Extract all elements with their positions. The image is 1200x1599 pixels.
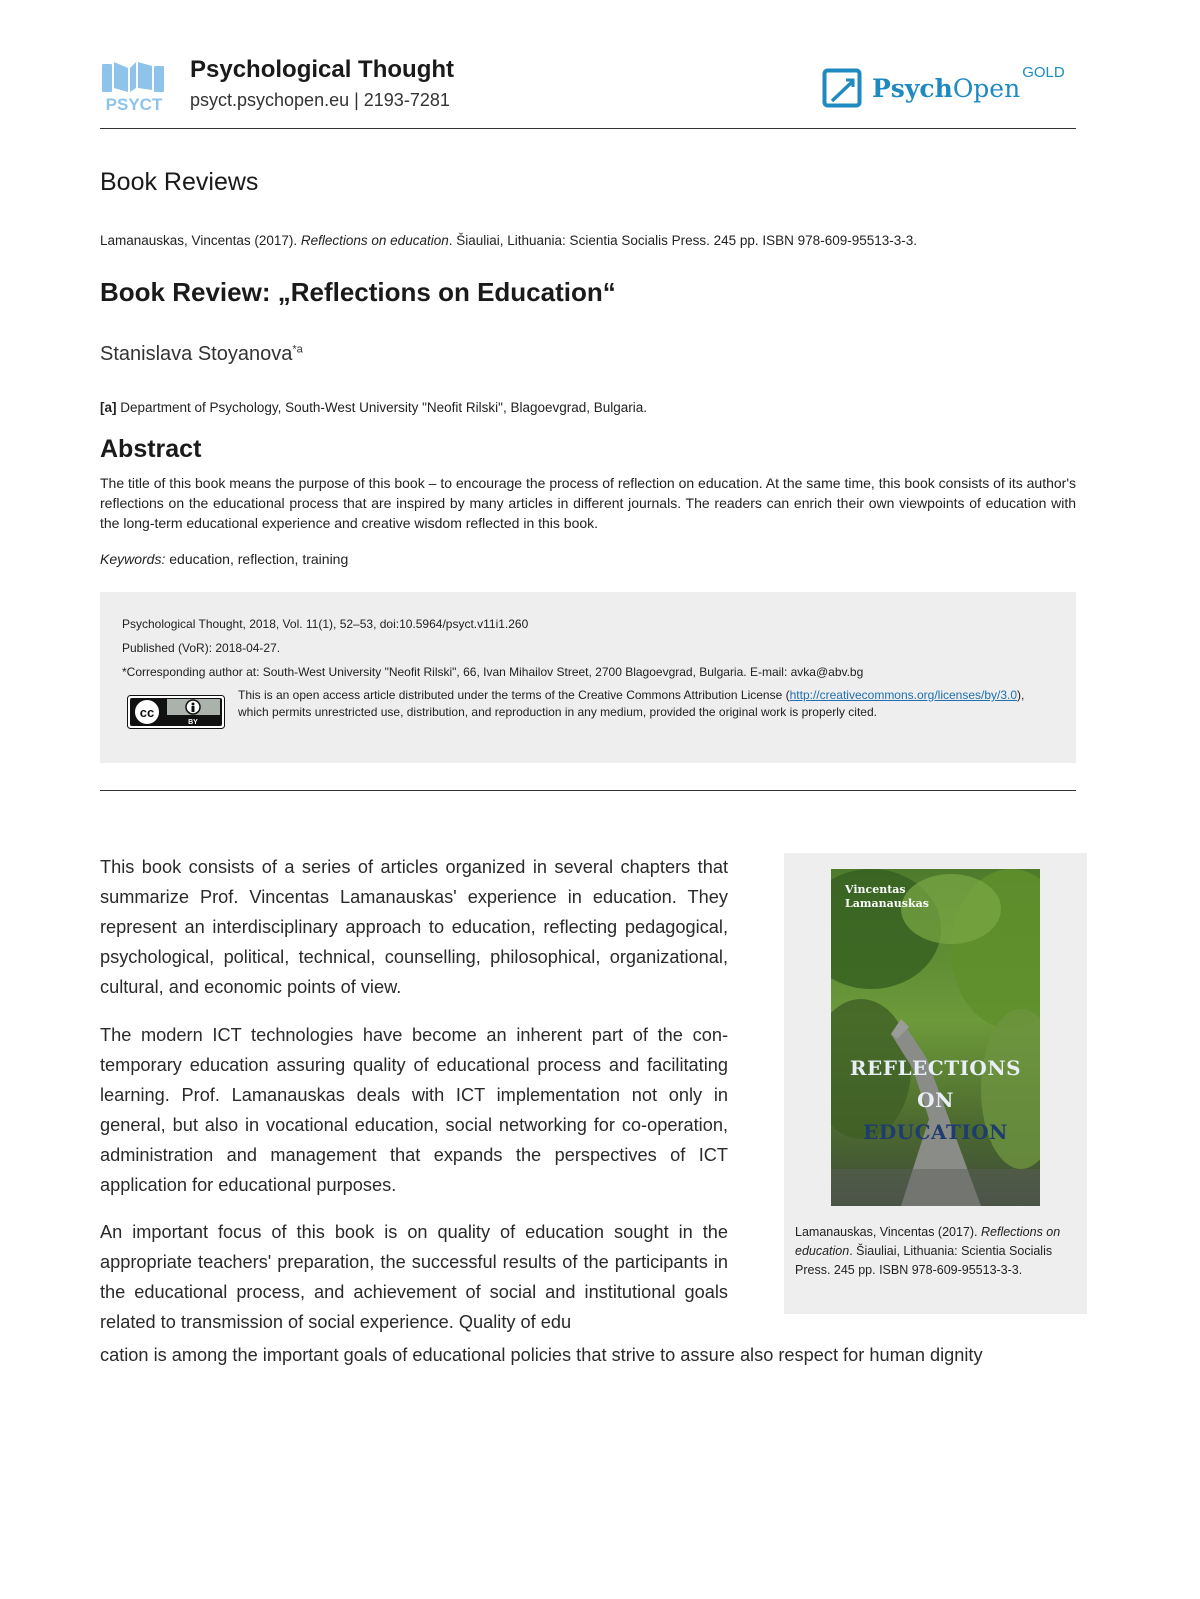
- body-paragraph-3-continued: cation is among the important goals of educational policies that strive to assure also respect for human dignity: [100, 1345, 983, 1365]
- info-divider: [100, 790, 1076, 791]
- journal-logo: [98, 58, 170, 114]
- body-paragraph-2: The modern ICT technologies have become an inherent part of the contemporary education assuring quality of educational process and facilitating learning. Prof. Lamanauskas deals with ICT implementation not only in general, but also in vocational education, social networking for co-operation, administration and management that expands the perspectives of ICT application for educational purposes.: [100, 1025, 728, 1195]
- abstract-body: The title of this book means the purpose of this book – to encourage the process of reflection on education. At the same time, this book consists of its author's reflections on the educational process that are inspired by many articles in different journals. The readers can enrich their own viewpoints of education with the long-term educational experience and creative wisdom reflected in this book.: [100, 475, 1076, 531]
- section-label: Book Reviews: [100, 168, 259, 196]
- cover-title: REFLECTIONS ON EDUCATION: [849, 1056, 1022, 1144]
- body-paragraph-1: This book consists of a series of articles organized in several chapters that summarize Prof. Vincentas Lamanauskas' experience in education. They represent an interdisciplinary approach to education, reflecting pedagogical, psychological, political, technical, counselling, philosophical, organizational, cultural, and economic points of view.: [100, 857, 728, 997]
- article-citation-line: Psychological Thought, 2018, Vol. 11(1), 52–53, doi:10.5964/psyct.v11i1.260: [122, 617, 529, 631]
- license-link[interactable]: http://creativecommons.org/licenses/by/3.0: [789, 688, 1018, 702]
- figure-caption: Lamanauskas, Vincentas (2017). Reflections on education. Šiauliai, Lithuania: Scientia Socialis Press. 245 pp. ISBN 978-609-95513-3-3.: [795, 1225, 1061, 1277]
- author-name: Stanislava Stoyanova$^{*a}$: [100, 343, 303, 365]
- body-paragraph-3: An important focus of this book is on quality of education sought in the appropriate teachers' preparation, the successful results of the participants in the educational process, and achievement of social and institutional goals related to transmission of social experience. Quality of edu: [100, 1222, 728, 1332]
- corresponding-author: *Corresponding author at: South-West University "Neofit Rilski", 66, Ivan Mihailov Street, 2700 Blagoevgrad, Bulgaria. E-mail: avka@abv.bg: [122, 665, 864, 679]
- book-figure: [784, 853, 1087, 1314]
- article-title: Book Review: „Reflections on Education“: [100, 277, 616, 307]
- cc-by-license-icon: [127, 695, 225, 729]
- book-citation: Lamanauskas, Vincentas (2017). Reflections on education. Šiauliai, Lithuania: Scientia Socialis Press. 245 pp. ISBN 978-609-95513-3-3.: [100, 233, 918, 248]
- published-date: Published (VoR): 2018-04-27.: [122, 641, 281, 655]
- svg-text:BY: BY: [188, 719, 198, 726]
- cover-author: Vincentas Lamanauskas: [845, 883, 929, 910]
- psychopen-icon: [822, 68, 862, 108]
- svg-text:PSYCT: PSYCT: [105, 95, 163, 114]
- license-text: This is an open access article distributed under the terms of the Creative Commons Attribution License (http://creativecommons.org/licenses/by/3.0), which permits unrestricted use, distribution, and reproduction in any medium, provided the original work is properly cited.: [238, 688, 1025, 719]
- journal-title: Psychological Thought: [190, 56, 455, 83]
- header-divider: [100, 128, 1076, 129]
- svg-text:cc: cc: [139, 705, 155, 720]
- journal-meta: psyct.psychopen.eu | 2193-7281: [190, 90, 450, 110]
- psychopen-wordmark: PsychOpen$^{GOLD}$: [872, 63, 1065, 103]
- book-cover-image: [831, 869, 1040, 1206]
- author-affiliation: [a] Department of Psychology, South-West University "Neofit Rilski", Blagoevgrad, Bulgaria.: [100, 400, 648, 415]
- abstract-heading: Abstract: [100, 435, 202, 463]
- article-info-box: [100, 592, 1076, 763]
- keywords: Keywords: education, reflection, training: [100, 551, 349, 567]
- psychopen-logo[interactable]: [822, 63, 1065, 108]
